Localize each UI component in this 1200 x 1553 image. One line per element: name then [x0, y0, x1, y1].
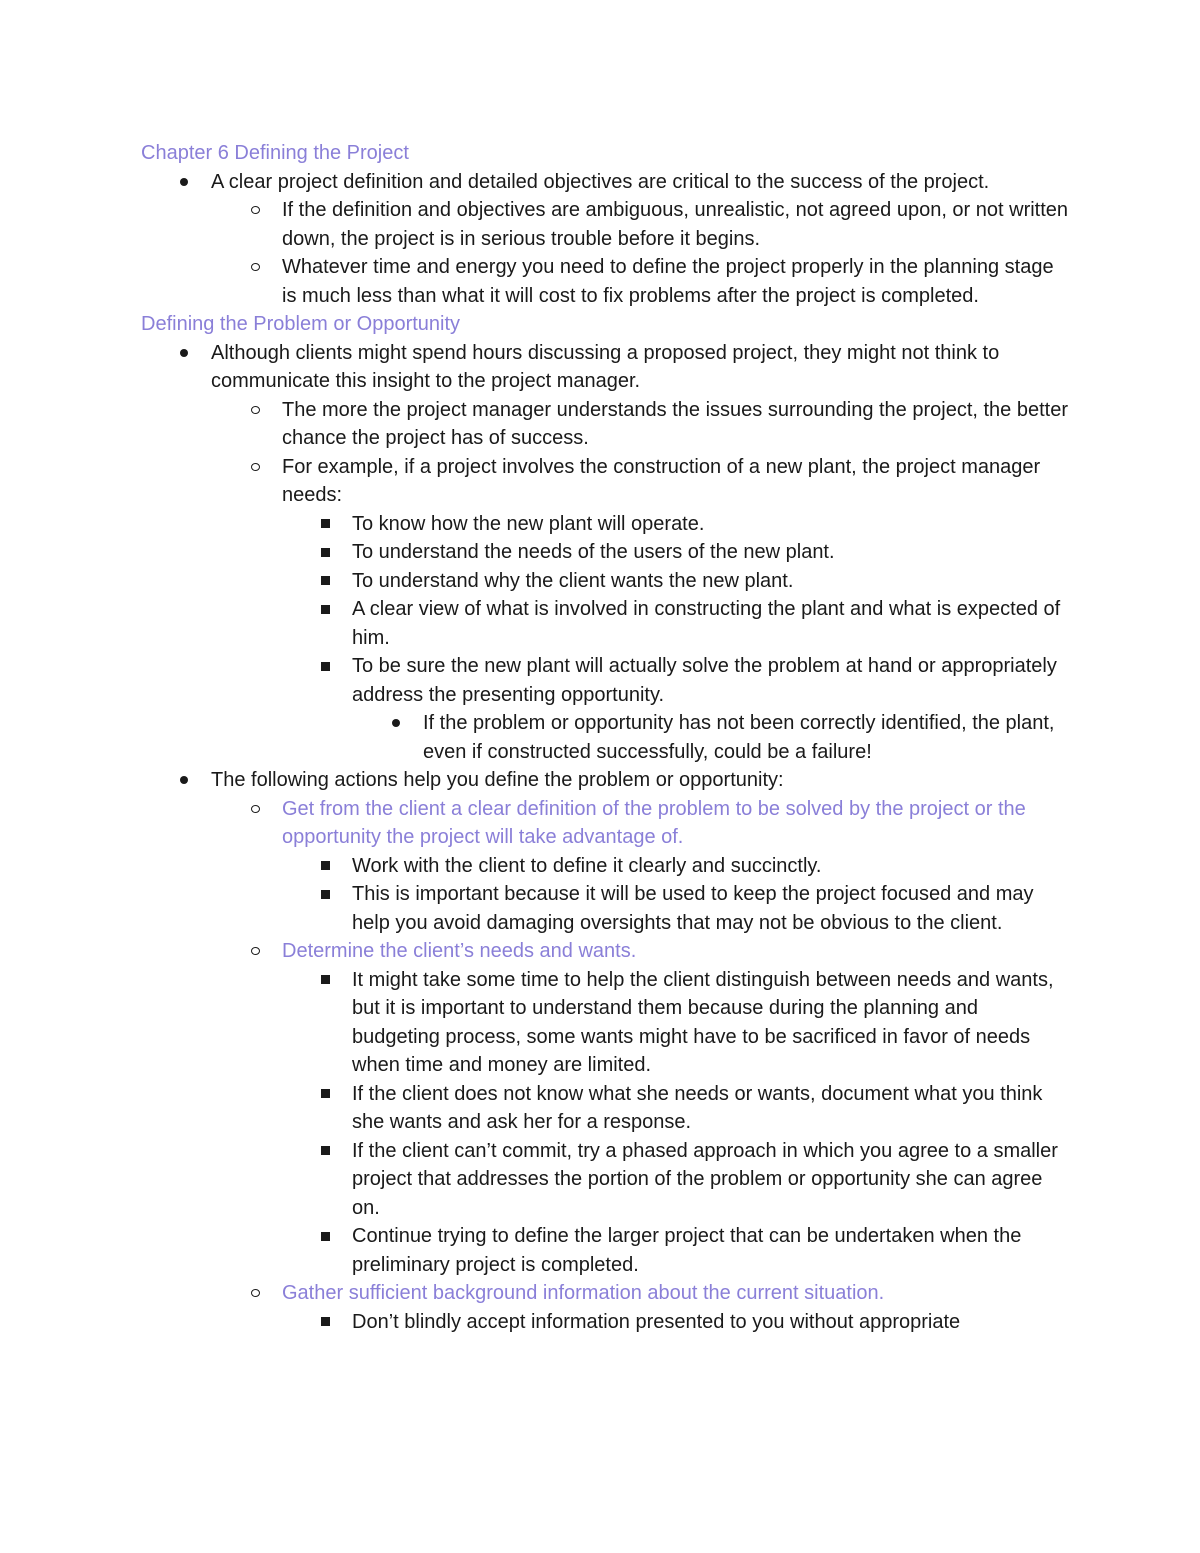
list-item: [141, 1222, 1071, 1279]
bullet-disc-icon: [177, 766, 191, 795]
bullet-circle-icon: [248, 937, 262, 966]
bullet-square-icon: [318, 1308, 332, 1337]
bullet-square-icon: [318, 538, 332, 567]
list-item: [141, 852, 1071, 881]
list-item: [141, 595, 1071, 652]
bullet-circle-icon: [248, 795, 262, 824]
list-item-text: Don’t blindly accept information presented to you without appropriate: [352, 1310, 961, 1333]
list-item: [141, 538, 1071, 567]
list-item: [141, 253, 1071, 310]
list-item: [141, 510, 1071, 539]
list-item: [141, 1137, 1071, 1223]
list-item: [141, 766, 1071, 795]
bullet-square-icon: [318, 510, 332, 539]
bullet-circle-icon: [248, 453, 262, 482]
bullet-square-icon: [318, 1222, 332, 1251]
list-item-text: To know how the new plant will operate.: [352, 512, 705, 535]
bullet-circle-icon: [248, 1279, 262, 1308]
list-item-text: A clear view of what is involved in constructing the plant and what is expected of him.: [352, 598, 1061, 649]
bullet-square-icon: [318, 1080, 332, 1109]
bullet-square-icon: [318, 567, 332, 596]
list-item-text: For example, if a project involves the construction of a new plant, the project manager needs:: [282, 455, 1041, 506]
list-item-text: Gather sufficient background information about the current situation.: [282, 1282, 885, 1304]
bullet-disc-icon: [177, 339, 191, 368]
list-item-text: If the problem or opportunity has not been correctly identified, the plant, even if constructed successfully, could be a failure!: [423, 712, 1055, 763]
bullet-circle-icon: [248, 196, 262, 225]
list-item: [141, 966, 1071, 1080]
list-item: [141, 709, 1071, 766]
bullet-circle-icon: [248, 253, 262, 282]
list-item-text: Get from the client a clear definition of the problem to be solved by the project or the opportunity the project will take advantage of.: [282, 797, 1026, 848]
list-item: [141, 880, 1071, 937]
list-item-text: To understand why the client wants the new plant.: [352, 569, 794, 592]
list-item: [141, 339, 1071, 396]
list-item-text: If the client does not know what she needs or wants, document what you think she wants and ask her for a response.: [352, 1082, 1043, 1133]
list-item-text: Although clients might spend hours discussing a proposed project, they might not think to communicate this insight to the project manager.: [211, 341, 1000, 392]
bullet-square-icon: [318, 1137, 332, 1166]
list-item: [141, 652, 1071, 709]
bullet-square-icon: [318, 966, 332, 995]
section-heading: Defining the Problem or Opportunity: [141, 313, 461, 335]
list-item-text: It might take some time to help the client distinguish between needs and wants, but it is important to understand them because during the planning and budgeting process, some wants might have to be sacrificed in favor of needs when time and money are limited.: [352, 968, 1054, 1076]
list-item-text: To understand the needs of the users of the new plant.: [352, 541, 835, 563]
bullet-disc-icon: [389, 709, 403, 738]
bullet-square-icon: [318, 852, 332, 881]
list-item-text: Continue trying to define the larger project that can be undertaken when the preliminary project is completed.: [352, 1225, 1022, 1276]
list-item-text: If the client can’t commit, try a phased approach in which you agree to a smaller project that addresses the portion of the problem or opportunity she can agree on.: [352, 1139, 1058, 1219]
list-item: [141, 1080, 1071, 1137]
list-item: [141, 1308, 1071, 1337]
list-item-text: Determine the client’s needs and wants.: [282, 940, 637, 962]
document-page: [141, 139, 1071, 1336]
list-item: [141, 453, 1071, 510]
list-item-text: To be sure the new plant will actually solve the problem at hand or appropriately address the presenting opportunity.: [352, 655, 1057, 706]
list-item-text: A clear project definition and detailed objectives are critical to the success of the project.: [211, 170, 990, 193]
list-item-text: Whatever time and energy you need to define the project properly in the planning stage is much less than what it will cost to fix problems after the project is completed.: [282, 256, 1054, 307]
list-item-text: This is important because it will be used to keep the project focused and may help you avoid damaging oversights that may not be obvious to the client.: [352, 883, 1034, 934]
list-item-text: The following actions help you define the problem or opportunity:: [211, 769, 784, 791]
bullet-disc-icon: [177, 168, 191, 197]
list-item: [141, 196, 1071, 253]
list-item-text: If the definition and objectives are ambiguous, unrealistic, not agreed upon, or not written down, the project is in serious trouble before it begins.: [282, 199, 1069, 250]
list-item: [141, 567, 1071, 596]
section-heading: Chapter 6 Defining the Project: [141, 142, 409, 164]
list-item-text: The more the project manager understands the issues surrounding the project, the better chance the project has of success.: [282, 398, 1069, 449]
list-item-text: Work with the client to define it clearly and succinctly.: [352, 854, 822, 877]
bullet-square-icon: [318, 595, 332, 624]
list-item-subheading: [141, 1279, 1071, 1308]
list-item: [141, 396, 1071, 453]
bullet-square-icon: [318, 880, 332, 909]
bullet-square-icon: [318, 652, 332, 681]
bullet-circle-icon: [248, 396, 262, 425]
list-item-subheading: [141, 937, 1071, 966]
list-item: [141, 168, 1071, 197]
list-item-subheading: [141, 795, 1071, 852]
